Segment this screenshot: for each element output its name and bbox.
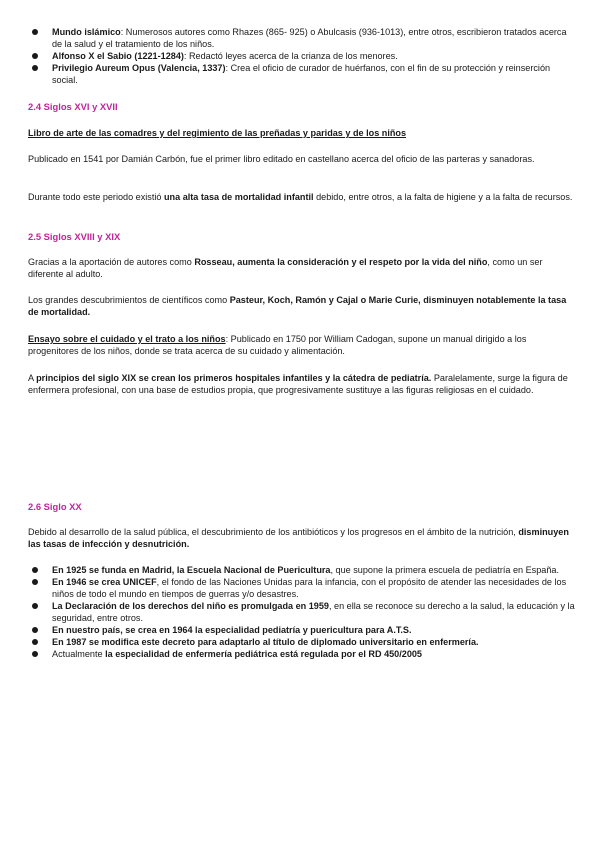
bullet-icon (32, 627, 38, 633)
book-title: Libro de arte de las comadres y del regimiento de las preñadas y paridas y de los niños (28, 128, 407, 138)
list-item: En 1946 se crea UNICEF, el fondo de las Naciones Unidas para la infancia, con el propósito de atender las necesidades de los niños de todo el mundo en tiempos de guerras y/o desastres. (28, 576, 576, 600)
section-heading-2-5: 2.5 Siglos XVIII y XIX (28, 231, 121, 242)
list-item: Actualmente la especialidad de enfermería pediátrica está regulada por el RD 450/2005 (28, 648, 576, 660)
bullet-icon (32, 29, 38, 35)
bullet-icon (32, 53, 38, 59)
top-bullet-list (28, 26, 576, 86)
paragraph: Ensayo sobre el cuidado y el trato a los niños: Publicado en 1750 por William Cadogan, supone un manual dirigido a los progenitores de los niños, donde se trata acerca de su cuidado y alimentación. (28, 334, 527, 356)
list-item: Privilegio Aureum Opus (Valencia, 1337): Crea el oficio de curador de huérfanos, con el fin de su protección y reinserción social. (28, 62, 576, 86)
paragraph: A principios del siglo XIX se crean los primeros hospitales infantiles y la cátedra de pediatría. Paralelamente, surge la figura de enfermera profesional, con una base de estudios propia, que progresivamente sustituye a las figuras religiosas en el cuidado. (28, 373, 568, 395)
paragraph: Durante todo este periodo existió una alta tasa de mortalidad infantil debido, entre otros, a la falta de higiene y a la falta de recursos. (28, 192, 573, 202)
list-item: La Declaración de los derechos del niño es promulgada en 1959, en ella se reconoce su derecho a la salud, la educación y la seguridad, entre otros. (28, 600, 576, 624)
paragraph: Gracias a la aportación de autores como Rosseau, aumenta la consideración y el respeto por la vida del niño, como un ser diferente al adulto. (28, 257, 543, 279)
section-heading-2-4: 2.4 Siglos XVI y XVII (28, 101, 118, 112)
bullet-icon (32, 567, 38, 573)
paragraph: Publicado en 1541 por Damián Carbón, fue el primer libro editado en castellano acerca del oficio de las parteras y sanadoras. (28, 154, 535, 164)
bullet-icon (32, 603, 38, 609)
list-item: Alfonso X el Sabio (1221-1284): Redactó leyes acerca de la crianza de los menores. (28, 50, 576, 62)
list-item: Mundo islámico: Numerosos autores como Rhazes (865- 925) o Abulcasis (936-1013), entre otros, escribieron tratados acerca de la salud y el tratamiento de los niños. (28, 26, 576, 50)
list-item: En 1925 se funda en Madrid, la Escuela Nacional de Puericultura, que supone la primera escuela de pediatría en España. (28, 564, 576, 576)
bullet-icon (32, 579, 38, 585)
bullet-icon (32, 639, 38, 645)
list-item: En nuestro país, se crea en 1964 la especialidad pediatría y puericultura para A.T.S. (28, 624, 576, 636)
paragraph: Debido al desarrollo de la salud pública, el descubrimiento de los antibióticos y los progresos en el ámbito de la nutrición, disminuyen las tasas de infección y desnutrición. (28, 527, 569, 549)
section-heading-2-6: 2.6 Siglo XX (28, 501, 82, 512)
siglo-xx-bullet-list (28, 564, 576, 660)
bullet-icon (32, 65, 38, 71)
bullet-icon (32, 651, 38, 657)
paragraph: Los grandes descubrimientos de científicos como Pasteur, Koch, Ramón y Cajal o Marie Curie, disminuyen notablemente la tasa de mortalidad. (28, 295, 567, 317)
list-item: En 1987 se modifica este decreto para adaptarlo al título de diplomado universitario en enfermería. (28, 636, 576, 648)
